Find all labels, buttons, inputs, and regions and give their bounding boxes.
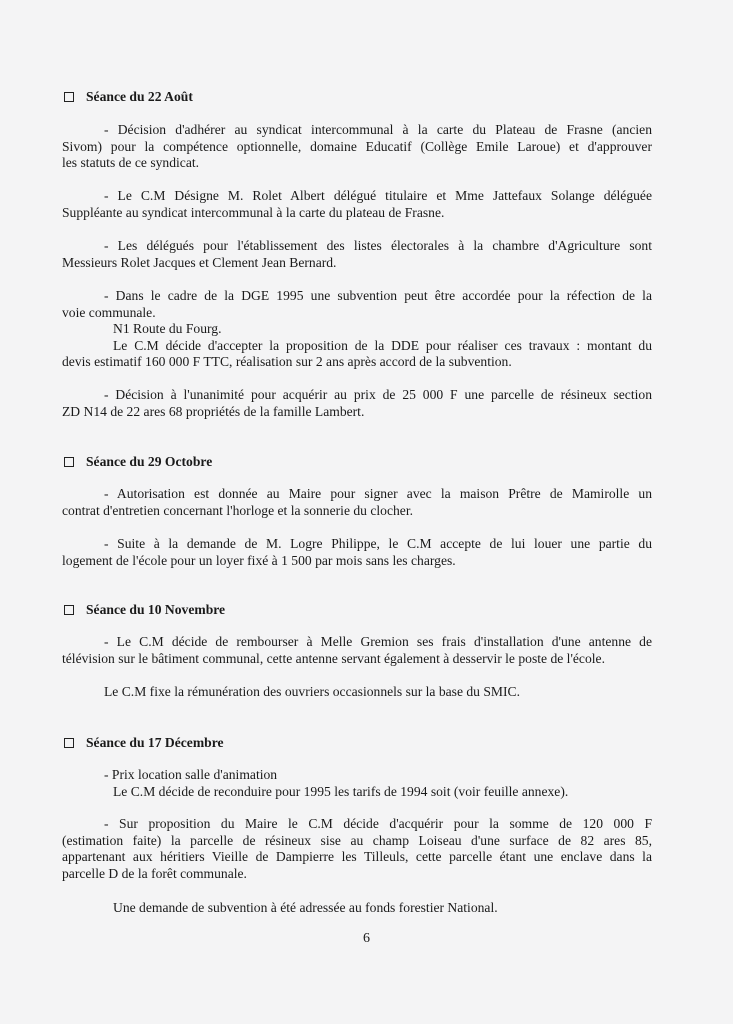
text-line: télévision sur le bâtiment communal, cette antenne servant également à desservir le poste de l'école.: [62, 650, 605, 666]
text-line: - Autorisation est donnée au Maire pour signer avec la maison Prêtre de Mamirolle un: [104, 486, 652, 501]
text-line: voie communale.: [62, 304, 156, 320]
checkbox-icon: [64, 605, 74, 615]
section-heading-29-octobre: Séance du 29 Octobre: [62, 454, 652, 471]
section-heading-22-aout: Séance du 22 Août: [62, 89, 652, 106]
page-number: 6: [363, 931, 370, 946]
text-line: contrat d'entretien concernant l'horloge et la sonnerie du clocher.: [62, 502, 414, 518]
text-line: - Suite à la demande de M. Logre Philippe, le C.M accepte de lui louer une partie du: [104, 536, 652, 551]
text-line: devis estimatif 160 000 F TTC, réalisation sur 2 ans après accord de la subvention.: [62, 354, 512, 370]
text-line: - Dans le cadre de la DGE 1995 une subvention peut être accordée pour la réfection de la: [104, 288, 652, 303]
paragraph: [62, 536, 652, 569]
text-line: Une demande de subvention à été adressée au fonds forestier National.: [113, 900, 498, 915]
text-line: - Décision à l'unanimité pour acquérir au prix de 25 000 F une parcelle de résineux section: [104, 387, 652, 402]
paragraph: [62, 288, 652, 371]
text-line: les statuts de ce syndicat.: [62, 155, 200, 171]
text-line: - Décision d'adhérer au syndicat intercommunal à la carte du Plateau de Frasne (ancien: [104, 122, 652, 137]
text-line: Le C.M fixe la rémunération des ouvriers occasionnels sur la base du SMIC.: [104, 684, 521, 699]
text-line: Suppléante au syndicat intercommunal à la carte du plateau de Frasne.: [62, 204, 445, 220]
paragraph: [62, 122, 652, 172]
checkbox-icon: [64, 92, 74, 102]
text-line: ZD N14 de 22 ares 68 propriétés de la famille Lambert.: [62, 403, 365, 419]
paragraph: [62, 188, 652, 221]
paragraph: [62, 684, 652, 701]
paragraph: [62, 900, 652, 917]
text-line: - Prix location salle d'animation: [104, 767, 278, 782]
text-line: Le C.M décide d'accepter la proposition de la DDE pour réaliser ces travaux : montant du: [113, 337, 652, 353]
paragraph: [62, 486, 652, 519]
text-line: Le C.M décide de reconduire pour 1995 les tarifs de 1994 soit (voir feuille annexe).: [113, 783, 569, 799]
checkbox-icon: [64, 738, 74, 748]
text-line: - Les délégués pour l'établissement des listes électorales à la chambre d'Agriculture sont: [104, 238, 652, 253]
text-line: - Le C.M décide de rembourser à Melle Gremion ses frais d'installation d'une antenne de: [104, 634, 652, 649]
text-line: - Sur proposition du Maire le C.M décide d'acquérir pour la somme de 120 000 F: [104, 816, 652, 831]
paragraph: [62, 634, 652, 667]
text-line: - Le C.M Désigne M. Rolet Albert délégué titulaire et Mme Jattefaux Solange déléguée: [104, 188, 652, 203]
paragraph: [62, 816, 652, 882]
text-line: Messieurs Rolet Jacques et Clement Jean Bernard.: [62, 254, 337, 270]
text-line: parcelle D de la forêt communale.: [62, 865, 247, 881]
text-line: Sivom) pour la compétence optionnelle, domaine Educatif (Collège Emile Laroue) et d'approuver: [62, 138, 652, 154]
paragraph: [62, 767, 652, 800]
section-heading-17-decembre: Séance du 17 Décembre: [62, 735, 652, 752]
text-line: (estimation faite) la parcelle de résineux sise au champ Loiseau d'une surface de 82 ares 85,: [62, 832, 652, 848]
section-heading-10-novembre: Séance du 10 Novembre: [62, 602, 652, 619]
text-line: N1 Route du Fourg.: [113, 321, 222, 337]
text-line: logement de l'école pour un loyer fixé à 1 500 par mois sans les charges.: [62, 552, 456, 568]
paragraph: [62, 387, 652, 420]
paragraph: [62, 238, 652, 271]
text-line: appartenant aux héritiers Vieille de Dampierre les Tilleuls, cette parcelle étant une enclave dans la: [62, 849, 652, 865]
checkbox-icon: [64, 457, 74, 467]
